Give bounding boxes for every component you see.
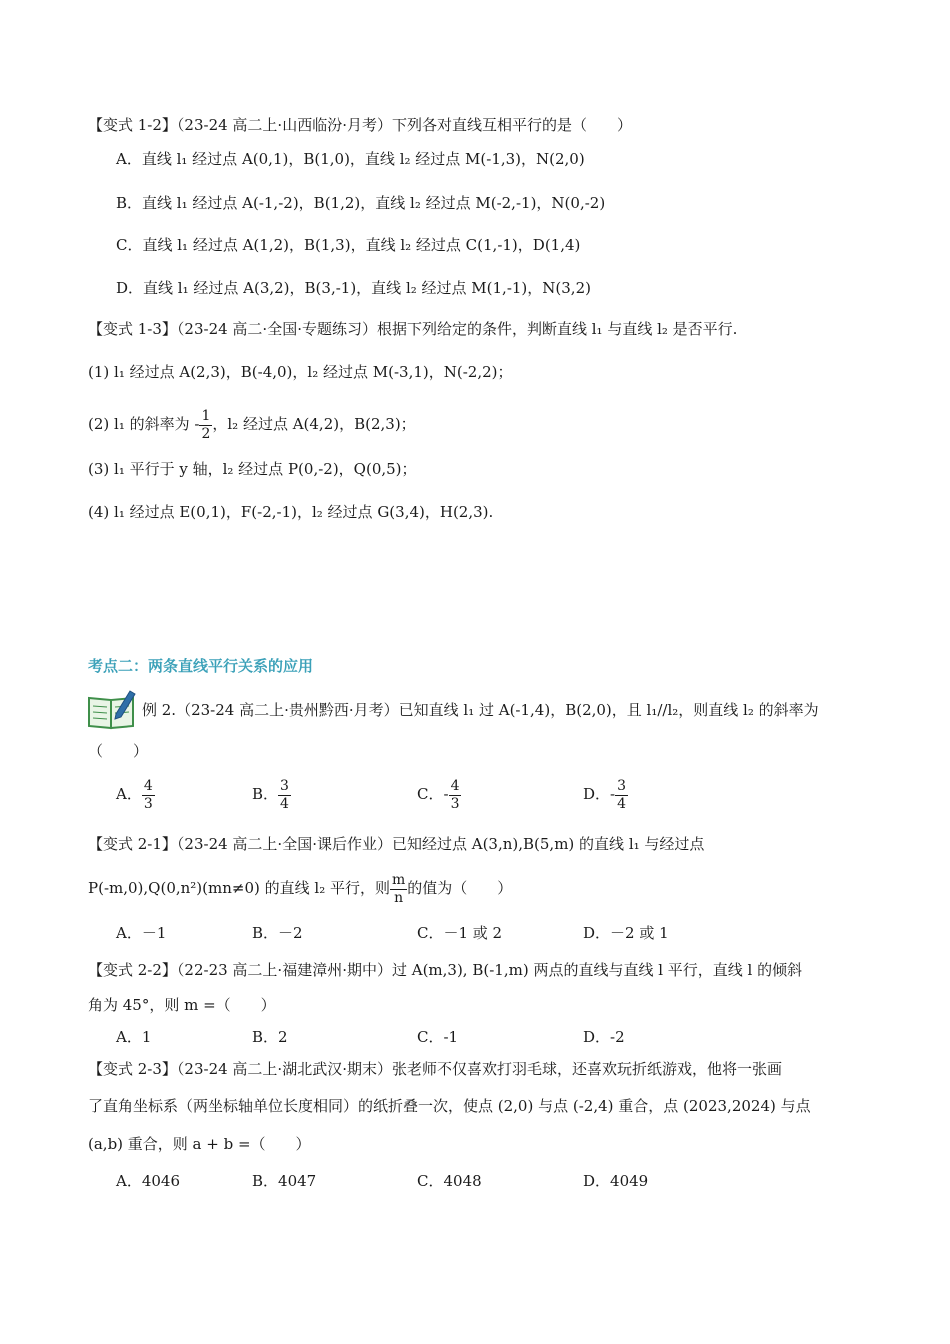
example-2-text: 例 2.（23-24 高二上·贵州黔西·月考）已知直线 l₁ 过 A(-1,4)，B(2,0)，且 l₁//l₂，则直线 l₂ 的斜率为 (142, 701, 819, 719)
variant-2-3-option-b: B．4047 (252, 1172, 317, 1190)
open-book-pencil-icon (86, 688, 138, 730)
variant-2-1-option-b: B．－2 (252, 924, 303, 942)
slope-denominator: 2 (201, 425, 211, 442)
variant-2-2-option-d: D．-2 (583, 1028, 625, 1046)
m-over-n-fraction: $\frac{m}{n}$ (391, 871, 406, 906)
example-2-option-a: A． $\frac{4}{3}$ (116, 777, 153, 812)
variant-2-1-option-a: A．－1 (116, 924, 167, 942)
variant-1-2-option-b: B．直线 l₁ 经过点 A(-1,-2)，B(1,2)，直线 l₂ 经过点 M(-2,-1)，N(0,-2) (116, 194, 606, 212)
variant-1-3-item-4: (4) l₁ 经过点 E(0,1)，F(-2,-1)，l₂ 经过点 G(3,4)，H(2,3). (88, 503, 494, 521)
variant-2-2-line-2: 角为 45°，则 m =（ ） (88, 996, 276, 1014)
section-title: 考点二：两条直线平行关系的应用 (88, 657, 314, 675)
variant-1-3-item-1: (1) l₁ 经过点 A(2,3)，B(-4,0)，l₂ 经过点 M(-3,1)，N(-2,2)； (88, 363, 513, 381)
example-2-option-b: B． $\frac{3}{4}$ (252, 777, 289, 812)
example-2-option-d: D．- $\frac{3}{4}$ (583, 777, 627, 812)
example-2-option-c: C．- $\frac{4}{3}$ (417, 777, 460, 812)
variant-2-3-line-3: (a,b) 重合，则 a + b =（ ） (88, 1135, 311, 1153)
variant-2-3-option-a: A．4046 (116, 1172, 181, 1190)
variant-1-3-item-3: (3) l₁ 平行于 y 轴，l₂ 经过点 P(0,-2)，Q(0,5)； (88, 460, 417, 478)
variant-2-2-option-a: A．1 (116, 1028, 152, 1046)
variant-1-2-option-c: C．直线 l₁ 经过点 A(1,2)，B(1,3)，直线 l₂ 经过点 C(1,-1)，D(1,4) (116, 236, 581, 254)
variant-2-3-option-d: D．4049 (583, 1172, 649, 1190)
variant-1-2-option-a: A．直线 l₁ 经过点 A(0,1)，B(1,0)，直线 l₂ 经过点 M(-1,3)，N(2,0) (116, 150, 585, 168)
slope-numerator: 1 (201, 407, 211, 424)
item-2-prefix: (2) l₁ 的斜率为 - (88, 415, 200, 433)
item-2-suffix: ，l₂ 经过点 A(4,2)，B(2,3)； (212, 415, 416, 433)
variant-2-2-option-c: C．-1 (417, 1028, 459, 1046)
variant-1-2-header: 【变式 1-2】（23-24 高二上·山西临汾·月考）下列各对直线互相平行的是（ ） (88, 116, 632, 134)
variant-2-3-line-2: 了直角坐标系（两坐标轴单位长度相同）的纸折叠一次，使点 (2,0) 与点 (-2,4) 重合，点 (2023,2024) 与点 (88, 1097, 811, 1115)
variant-1-3-header: 【变式 1-3】（23-24 高二·全国·专题练习）根据下列给定的条件，判断直线 l₁ 与直线 l₂ 是否平行. (88, 320, 738, 338)
variant-1-2-option-d: D．直线 l₁ 经过点 A(3,2)，B(3,-1)，直线 l₂ 经过点 M(1,-1)，N(3,2) (116, 279, 591, 297)
variant-2-1-line-1: 【变式 2-1】（23-24 高二上·全国·课后作业）已知经过点 A(3,n),B(5,m) 的直线 l₁ 与经过点 (88, 835, 705, 853)
example-2-paren: （ ） (88, 742, 149, 760)
variant-2-1-option-c: C．－1 或 2 (417, 924, 503, 942)
variant-2-2-line-1: 【变式 2-2】（22-23 高二上·福建漳州·期中）过 A(m,3), B(-1,m) 两点的直线与直线 l 平行，直线 l 的倾斜 (88, 961, 803, 979)
slope-fraction (199, 408, 212, 443)
variant-2-1-line-2: P(-m,0),Q(0,n²)(mn≠0) 的直线 l₂ 平行，则 $\frac{m}{n}$ 的值为（ ） (88, 871, 513, 906)
variant-1-3-item-2 (88, 402, 416, 446)
variant-2-3-option-c: C．4048 (417, 1172, 482, 1190)
variant-2-1-option-d: D．－2 或 1 (583, 924, 669, 942)
variant-2-2-option-b: B．2 (252, 1028, 288, 1046)
variant-2-3-line-1: 【变式 2-3】（23-24 高二上·湖北武汉·期末）张老师不仅喜欢打羽毛球，还喜欢玩折纸游戏，他将一张画 (88, 1060, 782, 1078)
